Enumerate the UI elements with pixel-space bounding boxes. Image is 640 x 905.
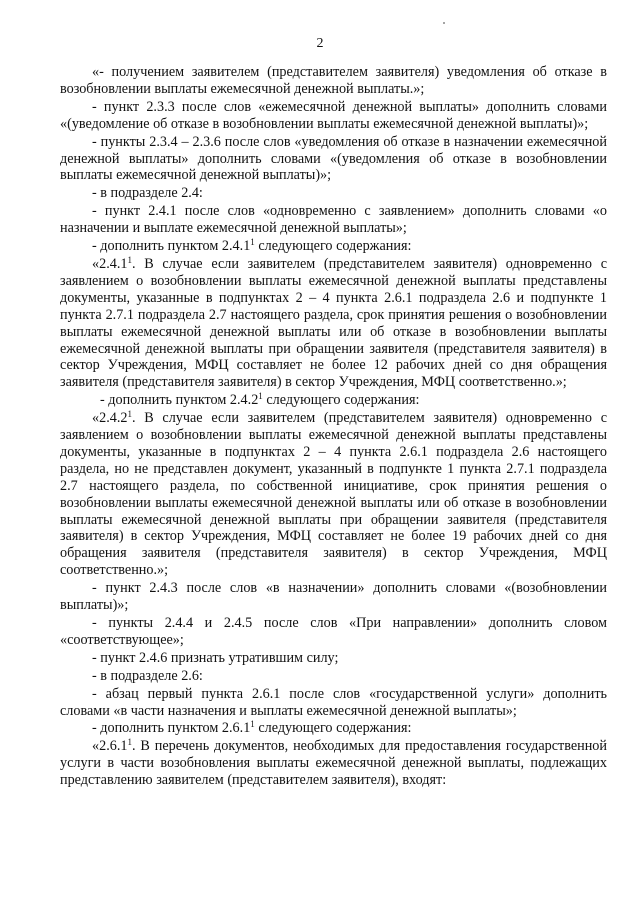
paragraph: - пункт 2.3.3 после слов «ежемесячной денежной выплаты» дополнить словами «(уведомление об отказе в возобновлении выплаты ежемесячной денежной выплаты)»; [60, 98, 607, 132]
paragraph: - пункт 2.4.6 признать утратившим силу; [92, 649, 339, 666]
paragraph: «2.6.1$^1$. В перечень документов, необходимых для предоставления государственной услуги в части возобновления выплаты ежемесячной денежной выплаты, подлежащих представлению заявителем (представителем заявителя), входят: [60, 737, 607, 789]
paragraph: «- получением заявителем (представителем заявителя) уведомления об отказе в возобновлении выплаты ежемесячной денежной выплаты.»; [60, 64, 607, 97]
document-body [60, 64, 607, 790]
paragraph: - в подразделе 2.4: [92, 185, 203, 202]
paragraph: «2.4.2$^1$. В случае если заявителем (представителем заявителя) одновременно с заявлением о возобновлении выплаты ежемесячной денежной выплаты представлены документы, указанные в подпунктах 2 – 4 пункта 2.6.1 подраздела 2.6 настоящего раздела, но не представлен документ, указанный в подпункте 1 пункта 2.7.1 подраздела 2.7 настоящего раздела, по собственной инициативе, срок принятия решения о возобновлении выплаты ежемесячной денежной выплаты или об отказе в возобновлении выплаты ежемесячной денежной выплаты при обращении заявителя (представителя заявителя) в сектор Учреждения, МФЦ составляет не более 19 рабочих дней со дня обращения заявителя (представителя заявителя) в сектор Учреждения, МФЦ соответственно.»; [60, 409, 607, 579]
paragraph: - пункт 2.4.1 после слов «одновременно с заявлением» дополнить словами «о назначении и выплате ежемесячной денежной выплаты»; [60, 203, 607, 237]
paragraph: - дополнить пунктом 2.4.2$^1$ следующего содержания: [100, 391, 420, 409]
paragraph: «2.4.1$^1$. В случае если заявителем (представителем заявителя) одновременно с заявлением о возобновлении выплаты ежемесячной денежной выплаты представлены документы, указанные в подпунктах 2 – 4 пункта 2.6.1 подраздела 2.6 и подпункте 1 пункта 2.7.1 подраздела 2.7 настоящего раздела, срок принятия решения о возобновлении выплаты ежемесячной денежной выплаты или об отказе в возобновлении выплаты ежемесячной денежной выплаты при обращении заявителя (представителя заявителя) в сектор Учреждения, МФЦ составляет не более 12 рабочих дней со дня обращения заявителя (представителя заявителя) в сектор Учреждения, МФЦ соответственно.»; [60, 254, 607, 391]
paragraph: - абзац первый пункта 2.6.1 после слов «государственной услуги» дополнить словами «в части назначения и выплаты ежемесячной денежной выплаты»; [60, 685, 607, 719]
paragraph: - дополнить пунктом 2.4.1$^1$ следующего содержания: [92, 237, 412, 255]
paragraph: - в подразделе 2.6: [92, 667, 203, 684]
paragraph: - пункт 2.4.3 после слов «в назначении» дополнить словами «(возобновлении выплаты)»; [60, 580, 607, 614]
paragraph: - пункты 2.3.4 – 2.3.6 после слов «уведомления об отказе в назначении ежемесячной денежной выплаты» дополнить словами «(уведомления об отказе в возобновлении выплаты ежемесячной денежной выплаты)»; [60, 133, 607, 184]
paragraph: - пункты 2.4.4 и 2.4.5 после слов «При направлении» дополнить словом «соответствующее»; [60, 615, 607, 648]
paragraph: - дополнить пунктом 2.6.1$^1$ следующего содержания: [92, 719, 412, 737]
page-number: 2 [316, 36, 324, 51]
scan-speck [443, 22, 445, 24]
